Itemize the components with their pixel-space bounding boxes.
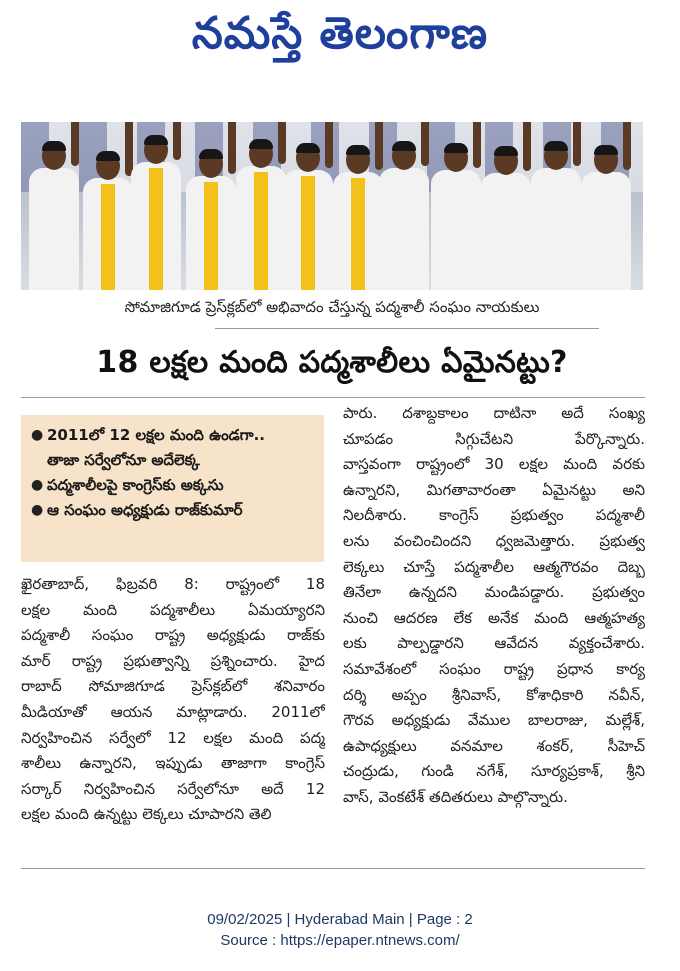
article-column-right [343,401,645,811]
article-line: దర్శి అప్పం శ్రీనివాస్, కోశాధికారి నవీన్, [343,685,645,704]
article-line: లక్షల మంది పద్మశాలీలు ఏమయ్యారని [21,600,325,619]
highlight-text: తాజా సర్వేలోనూ అదేలెక్క [47,451,200,469]
bullet-icon: ● [31,477,44,493]
article-line: లకు పాల్పడ్డారని ఆవేదన వ్యక్తంచేశారు. [343,634,645,653]
newspaper-logo: నమస్తే తెలంగాణ [191,8,489,59]
highlight-item [31,498,316,523]
article-line: చూపడం సిగ్గుచేటని పేర్కొన్నారు. [343,429,645,448]
person-figure [481,145,531,290]
article-line: సర్కార్ నిర్వహించిన సర్వేలోనూ అదే 12 [21,779,325,798]
article-line: ఉపాధ్యక్షులు వనమాల శంకర్, సీహెచ్ [343,736,645,755]
article-line: ఖైరతాబాద్, ఫిబ్రవరి 8: రాష్ట్రంలో 18 [21,575,325,593]
person-figure [379,140,429,290]
person-figure [283,142,333,290]
highlights-box [21,415,324,562]
footer-divider [21,868,645,869]
article-column-left [21,572,325,828]
person-figure [186,148,236,290]
photo-caption: సోమాజిగూడ ప్రెస్‌క్లబ్‌లో అభివాదం చేస్తున్న పద్మశాలీ సంఘం నాయకులు [124,298,540,316]
highlight-text: 2011లో 12 లక్షల మంది ఉండగా.. [47,426,265,444]
highlight-item [31,473,316,498]
article-line: నిర్వహించిన సర్వేలో 12 లక్షల మంది పద్మ [21,728,325,747]
caption-divider [215,328,599,329]
person-figure [236,138,286,290]
article-line: వాస్తవంగా రాష్ట్రంలో 30 లక్షల మంది వరకు [343,455,645,474]
article-line: లక్షల మంది ఉన్నట్టు లెక్కలు చూపారని తెలి [21,805,272,824]
article-line: గౌరవ అధ్యక్షుడు వేముల బాలరాజు, మల్లేశ్, [343,711,645,730]
person-figure [531,140,581,290]
article-line: సమావేశంలో సంఘం రాష్ట్ర ప్రధాన కార్య [343,659,645,678]
person-figure [333,144,383,290]
source-url: Source : https://epaper.ntnews.com/ [220,932,460,949]
article-line: పారు. దశాబ్దకాలం దాటినా అదే సంఖ్య [343,404,645,422]
person-figure [131,134,181,290]
article-line: చంద్రుడు, గుండి నగేశ్, సూర్యప్రకాశ్, శ్రీని [343,762,645,781]
article-line: రాబాద్ సోమాజిగూడ ప్రెస్‌క్లబ్‌లో శనివారం [21,677,325,696]
article-line: మార్ రాష్ట్ర ప్రభుత్వాన్ని ప్రశ్నించారు. హైద [21,651,325,670]
article-line: పద్మశాలీ సంఘం రాష్ట్ర అధ్యక్షుడు రాజ్‌కు [21,626,325,645]
article-line: నుంచి ఆదరణ లేక అనేక మంది ఆత్మహత్య [343,608,645,627]
highlight-text: ఆ సంఘం అధ్యక్షుడు రాజ్‌కుమార్ [47,501,243,519]
article-line: శాలీలు ఉన్నారని, ఇప్పుడు తాజాగా కాంగ్రెస్ [21,754,325,773]
bullet-icon: ● [31,427,44,443]
news-photo [21,122,643,290]
article-line: తినేలా ఉన్నదని మండిపడ్డారు. ప్రభుత్వం [343,583,645,602]
highlight-text: పద్మశాలీలపై కాంగ్రెస్‌కు అక్కసు [47,476,224,494]
article-line: మీడియాతో ఆయన మాట్లాడారు. 2011లో [21,702,325,721]
person-figure [29,140,79,290]
person-figure [83,150,133,290]
article-line: నిలదీశారు. కాంగ్రెస్ ప్రభుత్వం పద్మశాలీ [343,506,645,525]
article-line: లెక్కలు చూస్తే పద్మశాలీల ఆత్మగౌరవం దెబ్బ [343,557,645,576]
article-line: ఉన్నారని, మిగతావారంతా ఏమైనట్టు అని [343,480,645,499]
edition-info: 09/02/2025 | Hyderabad Main | Page : 2 [207,911,473,928]
article-line: వాస్, వెంకటేశ్ తదితరులు పాల్గొన్నారు. [343,787,568,806]
bullet-icon: ● [31,502,44,518]
highlight-item [31,423,316,448]
article-line: లను వంచించిందని ధ్వజమెత్తారు. ప్రభుత్వ [343,531,645,550]
masthead [0,0,680,78]
person-figure [431,142,481,290]
person-figure [581,144,631,290]
headline-divider [21,397,645,398]
headline: 18 లక్షల మంది పద్మశాలీలు ఏమైనట్టు? [96,345,568,380]
